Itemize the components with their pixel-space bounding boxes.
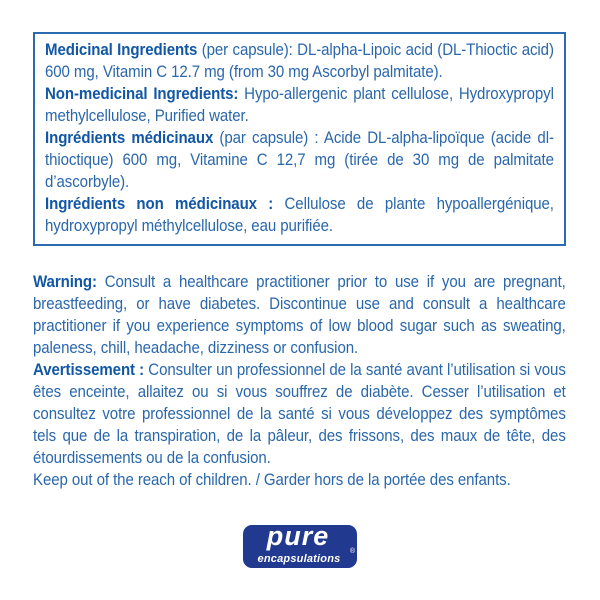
- warning-paragraph-fr: [33, 359, 566, 469]
- ingredients-non-medicinaux-heading: Ingrédients non médicinaux :: [45, 194, 274, 213]
- keep-out-of-reach-line: Keep out of the reach of children. / Garder hors de la portée des enfants.: [33, 470, 511, 489]
- non-medicinal-ingredients-body: Hypo-allergenic plant cellulose, Hydroxypropyl methylcellulose, Purified water.: [45, 84, 554, 125]
- ingredients-box: [33, 32, 566, 246]
- ingredients-non-medicinaux-paragraph: [45, 193, 554, 237]
- ingredients-medicinaux-body: (par capsule) : Acide DL-alpha-lipoïque (acide dl-thioctique) 600 mg, Vitamine C 12,7 mg (tirée de 30 mg de palmitate d’ascorbyle).: [45, 128, 554, 191]
- non-medicinal-ingredients-heading: Non-medicinal Ingredients:: [45, 84, 239, 103]
- warnings-section: [33, 271, 566, 491]
- medicinal-ingredients-body: (per capsule): DL-alpha-Lipoic acid (DL-Thioctic acid) 600 mg, Vitamin C 12.7 mg (from 30 mg Ascorbyl palmitate).: [45, 40, 554, 81]
- medicinal-ingredients-heading: Medicinal Ingredients: [45, 40, 198, 59]
- ingredients-non-medicinaux-body: Cellulose de plante hypoallergénique, hydroxypropyl méthylcellulose, eau purifiée.: [45, 194, 554, 235]
- warning-heading-fr: Avertissement :: [33, 360, 145, 379]
- warning-body-en: Consult a healthcare practitioner prior to use if you are pregnant, breastfeeding, or have diabetes. Discontinue use and consult a healthcare practitioner if you experience symptoms of low blood sugar such as sweating, paleness, chill, headache, dizziness or confusion.: [33, 272, 566, 357]
- warning-body-fr: Consulter un professionnel de la santé avant l’utilisation si vous êtes enceinte, allaitez ou si vous souffrez de diabète. Cesser l’utilisation et consultez votre professionnel de la santé si vous développez des symptômes tels que de la transpiration, de la pâleur, des frissons, des maux de tête, des étourdissements ou de la confusion.: [33, 360, 566, 467]
- pure-encapsulations-logo: [243, 521, 357, 568]
- warning-heading-en: Warning:: [33, 272, 97, 291]
- registered-trademark-icon: ®: [349, 548, 355, 555]
- logo-brand-text: pure: [266, 521, 330, 551]
- logo-subtext: encapsulations: [257, 553, 341, 565]
- non-medicinal-ingredients-paragraph: [45, 83, 554, 127]
- ingredients-medicinaux-paragraph: [45, 127, 554, 193]
- medicinal-ingredients-paragraph: [45, 39, 554, 83]
- ingredients-medicinaux-heading: Ingrédients médicinaux: [45, 128, 214, 147]
- warnings-text: [33, 271, 566, 491]
- ingredients-text: [45, 39, 554, 237]
- warning-paragraph-en: [33, 271, 566, 359]
